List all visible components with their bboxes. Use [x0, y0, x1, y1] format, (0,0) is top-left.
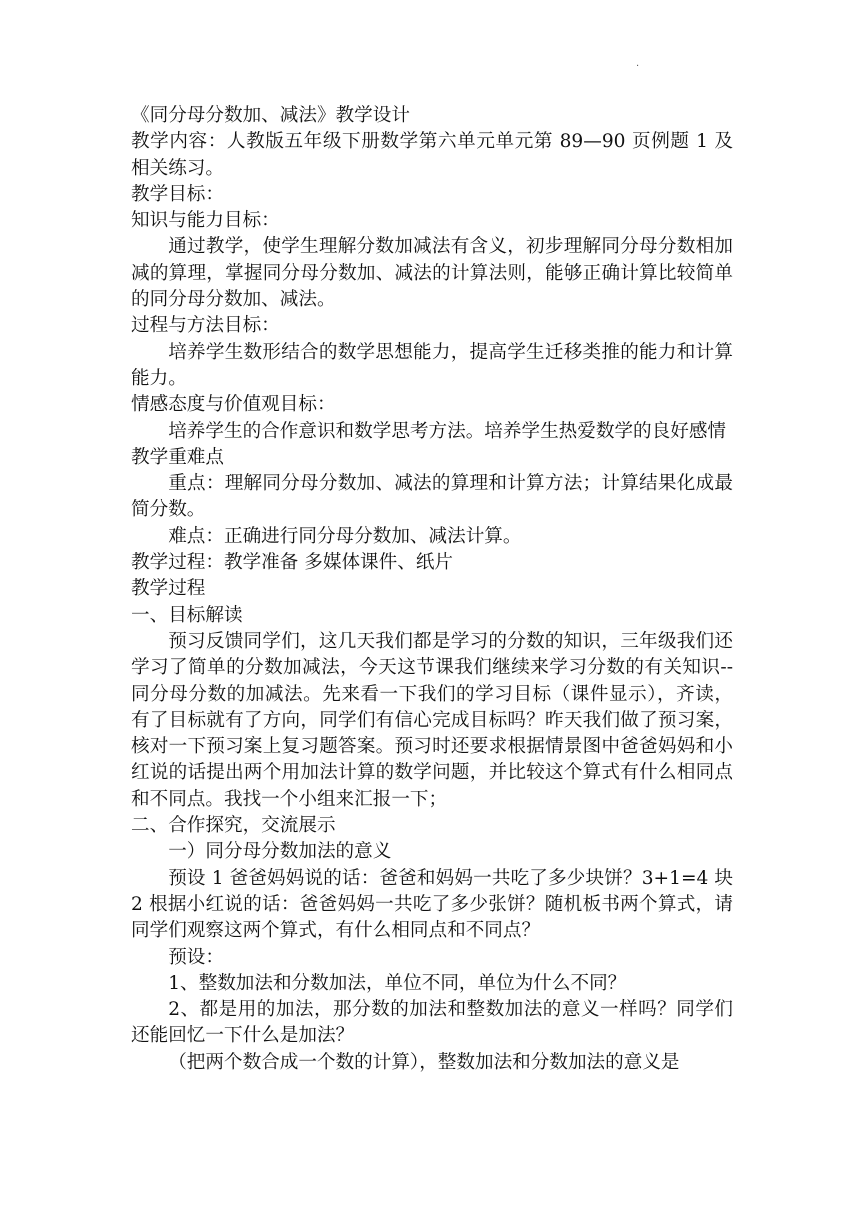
paragraph: 预设：: [168, 946, 224, 968]
paragraph: 通过教学，使学生理解分数加减法有含义，初步理解同分母分数相加减的算理，掌握同分母分数加、减法的计算法则，能够正确计算比较简单的同分母分数加、减法。: [131, 236, 733, 311]
section-heading: 教学过程: [131, 578, 206, 600]
section-heading: 教学目标：: [131, 183, 224, 205]
paragraph: 重点：理解同分母分数加、减法的算理和计算方法；计算结果化成最简分数。: [131, 473, 733, 521]
paragraph: 预习反馈同学们，这几天我们都是学习的分数的知识，三年级我们还学习了简单的分数加减法，今天这节课我们继续来学习分数的有关知识--同分母分数的加减法。先来看一下我们的学习目标（课件显示），齐读，有了目标就有了方向，同学们有信心完成目标吗？昨天我们做了预习案，核对一下预习案上复习题答案。预习时还要求根据情景图中爸爸妈妈和小红说的话提出两个用加法计算的数学问题，并比较这个算式有什么相同点和不同点。我找一个小组来汇报一下；: [131, 630, 733, 810]
section-heading: 教学重难点: [131, 446, 224, 468]
paragraph: （把两个数合成一个数的计算），整数加法和分数加法的意义是: [168, 1051, 680, 1073]
subsection-heading: 一）同分母分数加法的意义: [168, 841, 392, 863]
paragraph: 培养学生的合作意识和数学思考方法。培养学生热爱数学的良好感情: [168, 420, 727, 442]
document-body: [131, 103, 733, 1076]
teaching-content: 教学内容：人教版五年级下册数学第六单元单元第 89—90 页例题 1 及相关练习。: [131, 131, 733, 179]
paragraph: 培养学生数形结合的数学思想能力，提高学生迁移类推的能力和计算能力。: [131, 341, 733, 389]
section-heading: 一、目标解读: [131, 604, 243, 626]
paragraph: 2、都是用的加法，那分数的加法和整数加法的意义一样吗？同学们还能回忆一下什么是加法？: [131, 999, 733, 1047]
document-title: 《同分母分数加、减法》教学设计: [131, 105, 410, 126]
page-marker: .: [636, 58, 640, 69]
paragraph: 预设 1 爸爸妈妈说的话：爸爸和妈妈一共吃了多少块饼？3+1=4 块 2 根据小红说的话：爸爸妈妈一共吃了多少张饼？随机板书两个算式，请同学们观察这两个算式，有什么相同点和不同点？: [131, 867, 733, 942]
section-heading: 教学过程：教学准备 多媒体课件、纸片: [131, 552, 454, 574]
subsection-heading: 知识与能力目标：: [131, 210, 280, 232]
section-heading: 二、合作探究，交流展示: [131, 815, 336, 837]
subsection-heading: 情感态度与价值观目标：: [131, 394, 336, 416]
subsection-heading: 过程与方法目标：: [131, 315, 280, 337]
paragraph: 1、整数加法和分数加法，单位不同，单位为什么不同？: [168, 972, 627, 994]
paragraph: 难点：正确进行同分母分数加、减法计算。: [168, 525, 522, 547]
